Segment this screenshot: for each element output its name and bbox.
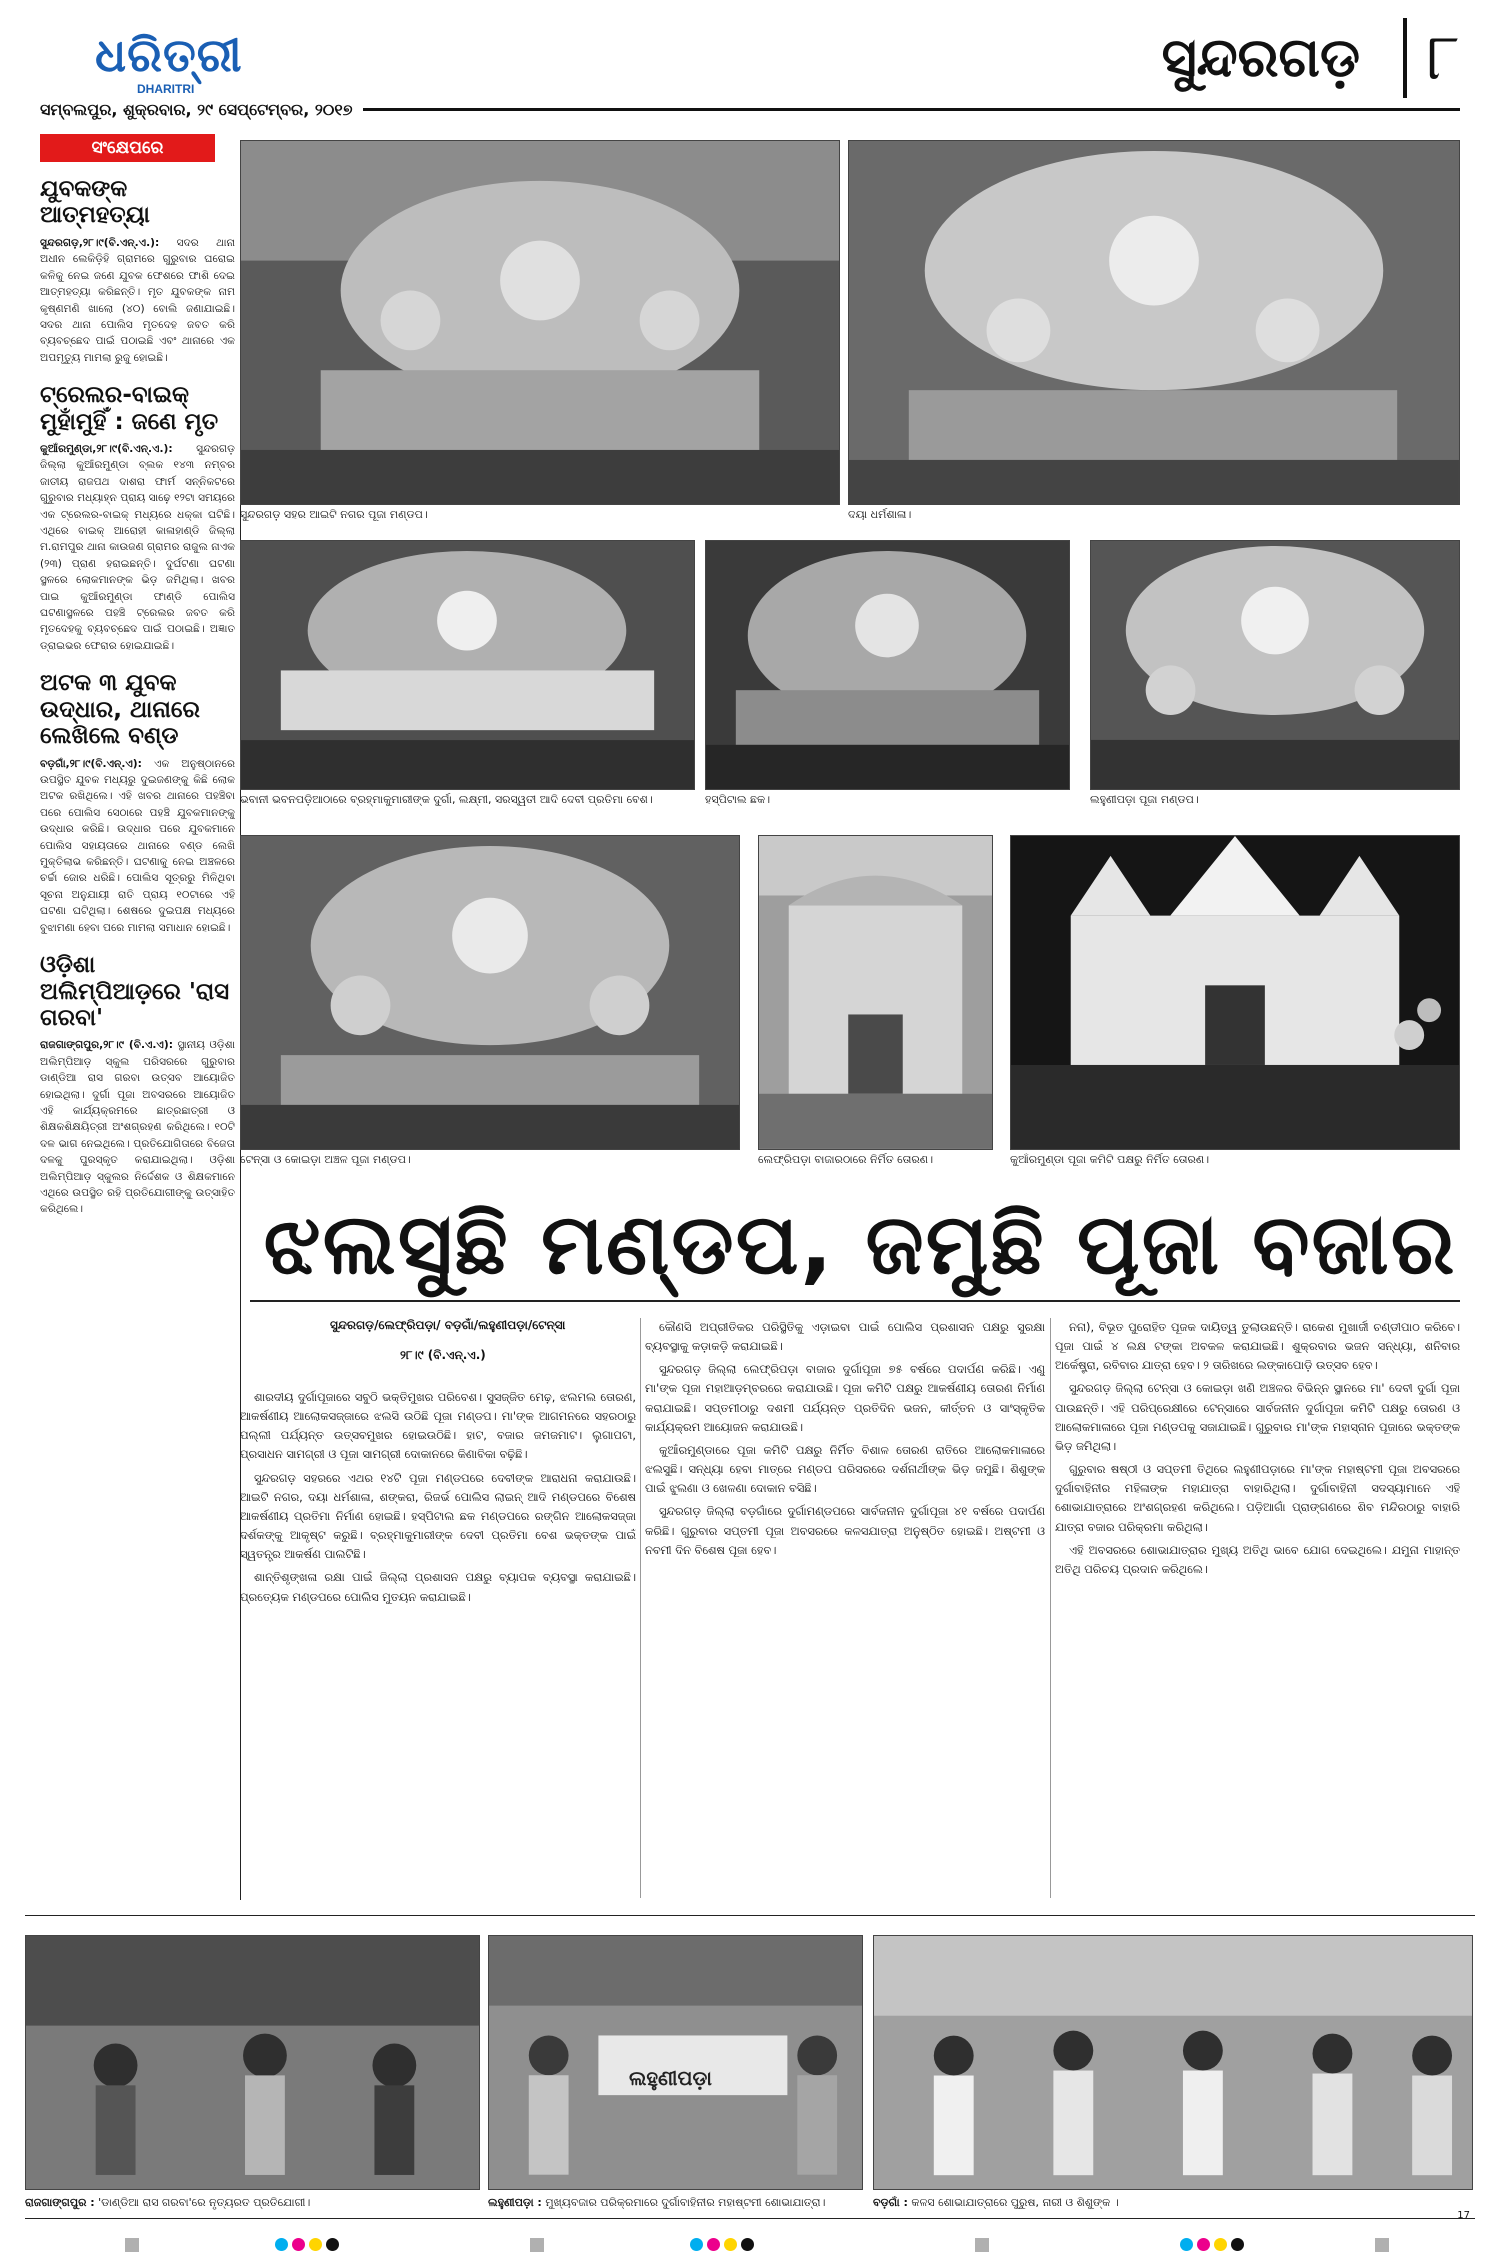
- article-paragraph: ସୁନ୍ଦରଗଡ଼ ସହରରେ ଏଥର ୧୪ଟି ପୂଜା ମଣ୍ଡପରେ ଦେବୀଙ୍କ ଆରାଧନା କରାଯାଉଛି। ଆଇଟି ନଗର, ଦୟା ଧର୍ମଶାଳା, ଶଙ୍କରା, ରିଜର୍ଭ ପୋଲିସ ଲାଇନ୍ ଆଦି ମଣ୍ଡପରେ ବିଶେଷ ଆକର୍ଷଣୀୟ ପ୍ରତିମା ନିର୍ମାଣ ହୋଇଛି। ହସ୍ପିଟାଲ ଛକ ମଣ୍ଡପରେ ରଙ୍ଗିନ ଆଲୋକସଜ୍ଜା ଦର୍ଶକଙ୍କୁ ଆକୃଷ୍ଟ କରୁଛି। ବ୍ରହ୍ମାକୁମାରୀଙ୍କ ଦେବୀ ପ୍ରତିମା ବେଶ ଭକ୍ତଙ୍କ ପାଇଁ ସ୍ୱତନ୍ତ୍ର ଆକର୍ଷଣ ପାଲଟିଛି।: [240, 1470, 636, 1562]
- article-paragraph: ନନା), ବିଭୂତ ପୁରୋହିତ ପୂଜକ ଦାୟିତ୍ୱ ତୁଲାଉଛନ୍ତି। ରାକେଶ ମୁଖାର୍ଜୀ ଚଣ୍ଡୀପାଠ କରିବେ। ପୂଜା ପାଇଁ ୪ ଲକ୍ଷ ଟଙ୍କା ଅବକଳ କରାଯାଇଛି। ଶୁକ୍ରବାର ଭଜନ ସନ୍ଧ୍ୟା, ଶନିବାର ଅର୍କେଷ୍ଟ୍ରା, ରବିବାର ଯାତ୍ରା ହେବ। ୨ ତାରିଖରେ ଲଙ୍କାପୋଡ଼ି ଉତ୍ସବ ହେବ।: [1055, 1320, 1460, 1373]
- briefs-tag: ସଂକ୍ଷେପରେ: [40, 134, 215, 162]
- photo-itnagar-mandap: [240, 140, 840, 505]
- masthead-rule: [345, 108, 1460, 111]
- logo-text: ଧରିତ୍ରୀ: [95, 28, 243, 82]
- procession-banner: ଲହୁଣୀପଡ଼ା: [629, 2066, 712, 2090]
- photo-caption: ଲେଫ୍ରିପଡ଼ା ବାଜାରଠାରେ ନିର୍ମିତ ତୋରଣ।: [758, 1153, 934, 1166]
- brief-item: [40, 952, 235, 1218]
- registration-mark: [1180, 2238, 1244, 2251]
- briefs-column: [40, 130, 235, 1910]
- article-column-1: [240, 1388, 636, 1898]
- photo-caption: ବଡ଼ଗାଁ : କଳସ ଶୋଭାଯାତ୍ରାରେ ପୁରୁଷ, ନାରୀ ଓ ଶିଶୁଙ୍କ ।: [873, 2196, 1119, 2209]
- photo-caption: କୁଆଁରମୁଣ୍ଡା ପୂଜା କମିଟି ପକ୍ଷରୁ ନିର୍ମିତ ତୋରଣ।: [1010, 1153, 1210, 1166]
- brief-body: କୁଆଁରମୁଣ୍ଡା,୨୮।୯(ବି.ଏନ୍.ଏ.): ସୁନ୍ଦରଗଡ଼ ଜିଲ୍ଲା କୁଆଁରମୁଣ୍ଡା ବ୍ଲକ ୧୪୩ ନମ୍ବର ଜାତୀୟ ରାଜପଥ ଦାଶରା ଫାର୍ମ ସନ୍ନିକଟରେ ଗୁରୁବାର ମଧ୍ୟାହ୍ନ ପ୍ରାୟ ସାଢ଼େ ୧୨ଟା ସମୟରେ ଏକ ଟ୍ରେଲର-ବାଇକ୍ ମଧ୍ୟରେ ଧକ୍କା ଘଟିଛି। ଏଥିରେ ବାଇକ୍ ଆରୋହୀ କାଳାହାଣ୍ଡି ଜିଲ୍ଲା ମ.ରାମପୁର ଥାନା କାଉଜଣ ଗ୍ରାମର ରାଜୁଲ ନାଏକ (୨୩) ପ୍ରାଣ ହରାଇଛନ୍ତି। ଦୁର୍ଘଟଣା ଘଟଣା ସ୍ଥଳରେ ଲୋକମାନଙ୍କ ଭିଡ଼ ଜମିଥିଲା। ଖବର ପାଇ କୁଆଁରମୁଣ୍ଡା ଫାଣ୍ଡି ପୋଲିସ ଘଟଣାସ୍ଥଳରେ ପହଞ୍ଚି ଟ୍ରେଲର ଜବତ କରି ମୃତଦେହକୁ ବ୍ୟବଚ୍ଛେଦ ପାଇଁ ପଠାଇଛି। ଅଜ୍ଞାତ ଡ୍ରାଇଭର ଫେରାର ହୋଇଯାଇଛି।: [40, 443, 235, 652]
- brief-item: [40, 382, 235, 654]
- article-paragraph: ଶାରଦୀୟ ଦୁର୍ଗାପୂଜାରେ ସବୁଠି ଭକ୍ତିମୁଖର ପରିବେଶ। ସୁସଜ୍ଜିତ ମେଢ଼, ଝଲମଲ ତୋରଣ, ଆକର୍ଷଣୀୟ ଆଲୋକସଜ୍ଜାରେ ଝଲସି ଉଠିଛି ପୂଜା ମଣ୍ଡପ। ମା'ଙ୍କ ଆଗମନରେ ସହରଠାରୁ ପଲ୍ଲୀ ପର୍ଯ୍ୟନ୍ତ ଉତ୍ସବମୁଖର ହୋଇଉଠିଛି। ହାଟ, ବଜାର ଜମଜମାଟ। ଲୁଗାପଟା, ପ୍ରସାଧନ ସାମଗ୍ରୀ ଓ ପୂଜା ସାମଗ୍ରୀ ଦୋକାନରେ କିଣାବିକା ବଢ଼ିଛି।: [240, 1390, 636, 1462]
- brief-body: ସୁନ୍ଦରଗଡ଼,୨୮।୯(ବି.ଏନ୍.ଏ.): ସଦର ଥାନା ଅଧୀନ ଲେକିଡ଼ିହି ଗ୍ରାମରେ ଗୁରୁବାର ଘରୋଇ କଳିକୁ ନେଇ ଜଣେ ଯୁବକ ଫେଶରେ ଫାଶି ଦେଇ ଆତ୍ମହତ୍ୟା କରିଛନ୍ତି। ମୃତ ଯୁବକଙ୍କ ନାମ କୃଷ୍ଣମଣି ଖାଲୋ (୪୦) ବୋଲି ଜଣାଯାଇଛି। ସଦର ଥାନା ପୋଲିସ ମୃତଦେହ ଜବତ କରି ବ୍ୟବଚ୍ଛେଦ ପାଇଁ ପଠାଇଛି ଏବଂ ଥାନାରେ ଏକ ଅପମୃତ୍ୟୁ ମାମଲା ରୁଜୁ ହୋଇଛି।: [40, 236, 235, 364]
- photo-caption: ଭବାନୀ ଭବନପଡ଼ିଆଠାରେ ବ୍ରହ୍ମାକୁମାରୀଙ୍କ ଦୁର୍ଗା, ଲକ୍ଷ୍ମୀ, ସରସ୍ୱତୀ ଆଦି ଦେବୀ ପ୍ରତିମା ବେଶ।: [240, 793, 653, 806]
- photo-lefripada-gate: [758, 835, 993, 1150]
- photo-caption: ଲହୁଣୀପଡ଼ା ପୂଜା ମଣ୍ଡପ।: [1090, 793, 1199, 806]
- registration-mark: [975, 2238, 989, 2252]
- brief-body: ରାଜଗାଙ୍ଗପୁର,୨୮।୯ (ବି.ଏ.ଏ): ସ୍ଥାନୀୟ ଓଡ଼ିଶା ଅଲିମ୍ପିଆଡ଼ ସ୍କୁଲ ପରିସରରେ ଗୁରୁବାର ଡାଣ୍ଡିଆ ରାସ ଗରବା ଉତ୍ସବ ଆୟୋଜିତ ହୋଇଥିଲା। ଦୁର୍ଗା ପୂଜା ଅବସରରେ ଆୟୋଜିତ ଏହି କାର୍ଯ୍ୟକ୍ରମରେ ଛାତ୍ରଛାତ୍ରୀ ଓ ଶିକ୍ଷକଶିକ୍ଷୟିତ୍ରୀ ଅଂଶଗ୍ରହଣ କରିଥିଲେ। ୧୦ଟି ଦଳ ଭାଗ ନେଇଥିଲେ। ପ୍ରତିଯୋଗିତାରେ ବିଜେତା ଦଳକୁ ପୁରସ୍କୃତ କରାଯାଇଥିଲା। ଓଡ଼ିଶା ଅଲିମ୍ପିଆଡ଼ ସ୍କୁଲର ନିର୍ଦ୍ଦେଶକ ଓ ଶିକ୍ଷକମାନେ ଏଥିରେ ଉପସ୍ଥିତ ରହି ପ୍ରତିଯୋଗୀଙ୍କୁ ଉତ୍ସାହିତ କରିଥିଲେ।: [40, 1039, 235, 1216]
- photo-caption: ଟେନ୍ସା ଓ କୋଇଡ଼ା ଅଞ୍ଚଳ ପୂଜା ମଣ୍ଡପ।: [240, 1153, 411, 1166]
- registration-mark: [690, 2238, 754, 2251]
- page-number: ୮: [1403, 18, 1460, 98]
- photo-daya-dharmashala: [848, 140, 1460, 505]
- photo-badgaon-kalash: [873, 1935, 1473, 2190]
- article-paragraph: ସୁନ୍ଦରଗଡ଼ ଜିଲ୍ଲା ଲେଫ୍ରିପଡ଼ା ବାଜାର ଦୁର୍ଗାପୂଜା ୭୫ ବର୍ଷରେ ପଦାର୍ପଣ କରିଛି। ଏଣୁ ମା'ଙ୍କ ପୂଜା ମହାଆଡ଼ମ୍ବରରେ କରାଯାଉଛି। ପୂଜା କମିଟି ପକ୍ଷରୁ ଆକର୍ଷଣୀୟ ତୋରଣ ନିର୍ମାଣ କରାଯାଇଛି। ସପ୍ତମୀଠାରୁ ଦଶମୀ ପର୍ଯ୍ୟନ୍ତ ପ୍ରତିଦିନ ଭଜନ, କୀର୍ତ୍ତନ ଓ ସାଂସ୍କୃତିକ କାର୍ଯ୍ୟକ୍ରମ ଆୟୋଜନ କରାଯାଉଛି।: [645, 1362, 1045, 1434]
- headline-rule: [250, 1300, 1460, 1302]
- column-divider: [640, 1318, 641, 1898]
- article-paragraph: ଏହି ଅବସରରେ ଶୋଭାଯାତ୍ରାର ମୁଖ୍ୟ ଅତିଥି ଭାବେ ଯୋଗ ଦେଇଥିଲେ। ଯମୁନା ମାହାନ୍ତ ଅତିଥି ପରିଚୟ ପ୍ରଦାନ କରିଥିଲେ।: [1055, 1542, 1460, 1576]
- folio-number: 17: [1457, 2210, 1470, 2221]
- section-title: ସୁନ୍ଦରଗଡ଼: [1161, 26, 1360, 89]
- brief-body: ବଡ଼ଗାଁ,୨୮।୯(ବି.ଏନ୍.ଏ): ଏକ ଅନୁଷ୍ଠାନରେ ଉପସ୍ଥିତ ଯୁବକ ମଧ୍ୟରୁ ଦୁଇଜଣଙ୍କୁ କିଛି ଲୋକ ଅଟକ ରଖିଥିଲେ। ଏହି ଖବର ଥାନାରେ ପହଞ୍ଚିବା ପରେ ପୋଲିସ ସେଠାରେ ପହଞ୍ଚି ଯୁବକମାନଙ୍କୁ ଉଦ୍ଧାର କରିଛି। ଉଦ୍ଧାର ପରେ ଯୁବକମାନେ ପୋଲିସ ସହାୟତାରେ ଥାନାରେ ବଣ୍ଡ ଲେଖି ମୁକ୍ତିଲାଭ କରିଛନ୍ତି। ଘଟଣାକୁ ନେଇ ଅଞ୍ଚଳରେ ଚର୍ଚ୍ଚା ଜୋର ଧରିଛି। ପୋଲିସ ସୂତ୍ରରୁ ମିଳିଥିବା ସୂଚନା ଅନୁଯାୟୀ ରାତି ପ୍ରାୟ ୧୦ଟାରେ ଏହି ଘଟଣା ଘଟିଥିଲା। ଶେଷରେ ଦୁଇପକ୍ଷ ମଧ୍ୟରେ ବୁଝାମଣା ହେବା ପରେ ମାମଲା ସମାଧାନ ହୋଇଛି।: [40, 757, 235, 934]
- brief-headline: ଯୁବକଙ୍କ ଆତ୍ମହତ୍ୟା: [40, 176, 150, 229]
- column-divider: [1050, 1318, 1051, 1898]
- registration-mark: [125, 2238, 139, 2252]
- dateline: ସମ୍ବଲପୁର, ଶୁକ୍ରବାର, ୨୯ ସେପ୍ଟେମ୍ବର, ୨୦୧୭: [40, 100, 363, 120]
- article-paragraph: କୌଣସି ଅପ୍ରୀତିକର ପରିସ୍ଥିତିକୁ ଏଡ଼ାଇବା ପାଇଁ ପୋଲିସ ପ୍ରଶାସନ ପକ୍ଷରୁ ସୁରକ୍ଷା ବ୍ୟବସ୍ଥାକୁ କଡ଼ାକଡ଼ି କରାଯାଇଛି।: [645, 1320, 1045, 1354]
- main-headline: ଝଲସୁଛି ମଣ୍ଡପ, ଜମୁଛି ପୂଜା ବଜାର: [263, 1195, 1457, 1293]
- article-column-3: [1055, 1318, 1460, 1898]
- photo-caption: ଲହୁଣୀପଡ଼ା : ମୁଖ୍ୟବଜାର ପରିକ୍ରମାରେ ଦୁର୍ଗାବାହିନୀର ମହାଷ୍ଟମୀ ଶୋଭାଯାତ୍ରା।: [488, 2196, 826, 2209]
- article-byline: ସୁନ୍ଦରଗଡ଼/ଲେଫ୍ରିପଡ଼ା/ ବଡ଼ଗାଁ/ଲହୁଣୀପଡ଼ା/ଟେନ୍ସା: [330, 1318, 566, 1332]
- article-column-2: [645, 1318, 1045, 1898]
- article-paragraph: କୁଆଁରମୁଣ୍ଡାରେ ପୂଜା କମିଟି ପକ୍ଷରୁ ନିର୍ମିତ ବିଶାଳ ତୋରଣ ରାତିରେ ଆଲୋକମାଳାରେ ଝଲସୁଛି। ସନ୍ଧ୍ୟା ହେବା ମାତ୍ରେ ମଣ୍ଡପ ପରିସରରେ ଦର୍ଶନାର୍ଥୀଙ୍କ ଭିଡ଼ ଜମୁଛି। ଶିଶୁଙ୍କ ପାଇଁ ଝୁଲଣା ଓ ଖେଳଣା ଦୋକାନ ବସିଛି।: [645, 1442, 1045, 1496]
- photo-rajgangpur-garba: [25, 1935, 480, 2190]
- logo-subtext: DHARITRI: [137, 82, 195, 96]
- article-paragraph: ଗୁରୁବାର ଷଷ୍ଠୀ ଓ ସପ୍ତମୀ ତିଥିରେ ଲହୁଣୀପଡ଼ାରେ ମା'ଙ୍କ ମହାଷ୍ଟମୀ ପୂଜା ଅବସରରେ ଦୁର୍ଗାବାହିନୀର ମହିଳାଙ୍କ ମହାଯାତ୍ରା ବାହାରିଥିଲା। ଦୁର୍ଗାବାହିନୀ ସଦସ୍ୟାମାନେ ଏହି ଶୋଭାଯାତ୍ରାରେ ଅଂଶଗ୍ରହଣ କରିଥିଲେ। ପଡ଼ିଆଗାଁ ପ୍ରାଙ୍ଗଣରେ ଶିବ ମନ୍ଦିରଠାରୁ ବାହାରି ଯାତ୍ରା ବଜାର ପରିକ୍ରମା କରିଥିଲା।: [1055, 1462, 1460, 1534]
- article-dateline: ୨୮।୯ (ବି.ଏନ୍.ଏ.): [400, 1348, 486, 1362]
- brief-item: [40, 670, 235, 936]
- registration-mark: [275, 2238, 339, 2251]
- dharitri-logo: [95, 28, 245, 98]
- registration-mark: [530, 2238, 544, 2252]
- photo-lahunipada-mandap: [1090, 540, 1460, 790]
- photo-tensa-koida-mandap: [240, 835, 740, 1150]
- brief-headline: ଟ୍ରେଲର-ବାଇକ୍ ମୁହାଁମୁହିଁ : ଜଣେ ମୃତ: [40, 382, 219, 435]
- photo-caption: ହସ୍ପିଟାଲ ଛକ।: [705, 793, 771, 806]
- photo-caption: ସୁନ୍ଦରଗଡ଼ ସହର ଆଇଟି ନଗର ପୂଜା ମଣ୍ଡପ।: [240, 508, 428, 521]
- bottom-rule: [25, 1915, 1475, 1916]
- brief-headline: ଓଡ଼ିଶା ଅଲିମ୍ପିଆଡ଼ରେ 'ରାସ ଗରବା': [40, 952, 230, 1031]
- article-paragraph: ଶାନ୍ତିଶୃଙ୍ଖଳା ରକ୍ଷା ପାଇଁ ଜିଲ୍ଲା ପ୍ରଶାସନ ପକ୍ଷରୁ ବ୍ୟାପକ ବ୍ୟବସ୍ଥା କରାଯାଇଛି। ପ୍ରତ୍ୟେକ ମଣ୍ଡପରେ ପୋଲିସ ମୁତୟନ କରାଯାଇଛି।: [240, 1570, 636, 1604]
- brief-item: [40, 176, 235, 366]
- photo-kuarmunda-gate: [1010, 835, 1460, 1150]
- brief-headline: ଅଟକ ୩ ଯୁବକ ଉଦ୍ଧାର, ଥାନାରେ ଲେଖିଲେ ବଣ୍ଡ: [40, 670, 200, 750]
- photo-caption: ଦୟା ଧର୍ମଶାଳା।: [848, 508, 912, 521]
- photo-caption: ରାଜଗାଙ୍ଗପୁର : 'ଡାଣ୍ଡିଆ ରାସ ଗରବା'ରେ ନୃତ୍ୟରତ ପ୍ରତିଯୋଗୀ।: [25, 2196, 311, 2209]
- photo-hospital-chhak: [705, 540, 1070, 790]
- photo-lahunipada-procession: [488, 1935, 863, 2190]
- article-paragraph: ସୁନ୍ଦରଗଡ଼ ଜିଲ୍ଲା ଟେନ୍ସା ଓ କୋଇଡ଼ା ଖଣି ଅଞ୍ଚଳର ବିଭିନ୍ନ ସ୍ଥାନରେ ମା' ଦେବୀ ଦୁର୍ଗା ପୂଜା ପାଉଛନ୍ତି। ଏହି ପରିପ୍ରେକ୍ଷୀରେ ଟେନ୍ସାରେ ସାର୍ବଜନୀନ ଦୁର୍ଗାପୂଜା କମିଟି ପକ୍ଷରୁ ତୋରଣ ଓ ଆଲୋକମାଳାରେ ପୂଜା ମଣ୍ଡପକୁ ସଜାଯାଇଛି। ଗୁରୁବାର ମା'ଙ୍କ ମହାସ୍ନାନ ପୂଜାରେ ଭକ୍ତଙ୍କ ଭିଡ଼ ଜମିଥିଲା।: [1055, 1381, 1460, 1453]
- registration-mark: [1375, 2238, 1389, 2252]
- footer-rule: [25, 2218, 1475, 2219]
- photo-bhabani-bhawan: [240, 540, 695, 790]
- article-paragraph: ସୁନ୍ଦରଗଡ଼ ଜିଲ୍ଲା ବଡ଼ଗାଁରେ ଦୁର୍ଗାମଣ୍ଡପରେ ସାର୍ବଜନୀନ ଦୁର୍ଗାପୂଜା ୪୧ ବର୍ଷରେ ପଦାର୍ପଣ କରିଛି। ଗୁରୁବାର ସପ୍ତମୀ ପୂଜା ଅବସରରେ କଳସଯାତ୍ରା ଅନୁଷ୍ଠିତ ହୋଇଛି। ଅଷ୍ଟମୀ ଓ ନବମୀ ଦିନ ବିଶେଷ ପୂଜା ହେବ।: [645, 1504, 1045, 1557]
